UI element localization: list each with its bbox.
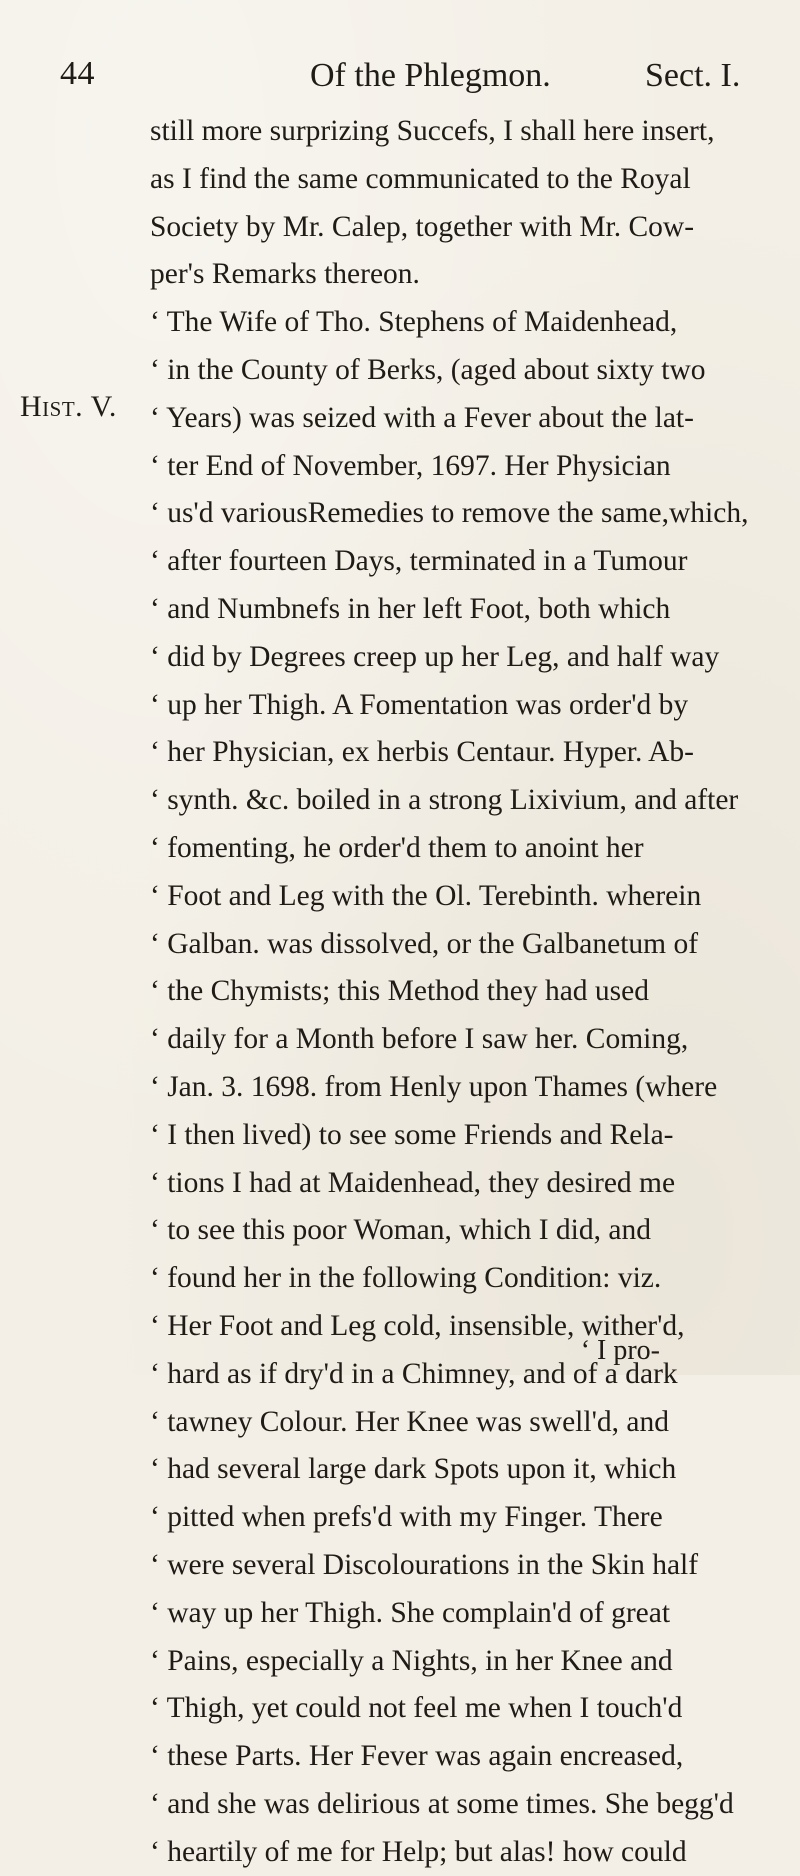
page-number: 44 bbox=[60, 55, 95, 92]
section-label: Sect. I. bbox=[645, 57, 741, 94]
page-header bbox=[0, 55, 800, 115]
text-line: ‘ daily for a Month before I saw her. Coming, bbox=[150, 1023, 689, 1056]
text-line: ‘ had several large dark Spots upon it, which bbox=[150, 1453, 677, 1486]
text-line: ‘ way up her Thigh. She complain'd of great bbox=[150, 1596, 671, 1629]
text-line: ‘ were several Discolourations in the Skin half bbox=[150, 1548, 699, 1581]
text-line: ‘ hard as if dry'd in a Chimney, and of a dark bbox=[150, 1357, 678, 1390]
text-line: ‘ found her in the following Condition: viz. bbox=[150, 1262, 662, 1295]
text-line: ‘ pitted when prefs'd with my Finger. There bbox=[150, 1501, 663, 1534]
running-title: Of the Phlegmon. bbox=[310, 57, 551, 94]
body-text bbox=[150, 108, 760, 1876]
text-line: ‘ did by Degrees creep up her Leg, and half way bbox=[150, 640, 720, 673]
text-line: ‘ Jan. 3. 1698. from Henly upon Thames (where bbox=[150, 1070, 718, 1103]
text-line: ‘ fomenting, he order'd them to anoint her bbox=[150, 831, 644, 864]
text-line: ‘ her Physician, ex herbis Centaur. Hyper. Ab- bbox=[150, 736, 694, 769]
text-line: ‘ after fourteen Days, terminated in a Tumour bbox=[150, 545, 688, 578]
text-line: ‘ synth. &c. boiled in a strong Lixivium, and after bbox=[150, 784, 739, 817]
text-line: ‘ Thigh, yet could not feel me when I touch'd bbox=[150, 1692, 683, 1725]
text-line: ‘ and she was delirious at some times. She begg'd bbox=[150, 1787, 734, 1820]
text-line: ‘ ter End of November, 1697. Her Physician bbox=[150, 449, 671, 482]
catchword: ‘ I pro- bbox=[580, 1335, 660, 1366]
text-line: ‘ I then lived) to see some Friends and Rela- bbox=[150, 1118, 674, 1151]
text-line: ‘ Foot and Leg with the Ol. Terebinth. wherein bbox=[150, 879, 702, 912]
margin-note: Hist. V. bbox=[20, 390, 117, 423]
text-line: per's Remarks thereon. bbox=[150, 258, 420, 291]
text-line: ‘ tions I had at Maidenhead, they desired me bbox=[150, 1166, 676, 1199]
text-line: ‘ Galban. was dissolved, or the Galbanetum of bbox=[150, 927, 699, 960]
text-line: ‘ up her Thigh. A Fomentation was order'd by bbox=[150, 688, 689, 721]
text-line: ‘ The Wife of Tho. Stephens of Maidenhead, bbox=[150, 306, 678, 339]
text-line: ‘ Pains, especially a Nights, in her Knee and bbox=[150, 1644, 673, 1677]
text-line: as I find the same communicated to the Royal bbox=[150, 162, 691, 195]
text-line: ‘ us'd variousRemedies to remove the same,which, bbox=[150, 497, 749, 530]
text-line: ‘ heartily of me for Help; but alas! how could bbox=[150, 1835, 687, 1868]
text-line: ‘ in the County of Berks, (aged about sixty two bbox=[150, 353, 706, 386]
text-line: still more surprizing Succefs, I shall here insert, bbox=[150, 115, 715, 147]
text-line: ‘ to see this poor Woman, which I did, and bbox=[150, 1214, 651, 1247]
text-line: ‘ tawney Colour. Her Knee was swell'd, and bbox=[150, 1405, 669, 1438]
text-line: ‘ and Numbnefs in her left Foot, both which bbox=[150, 592, 671, 625]
text-line: ‘ Her Foot and Leg cold, insensible, wither'd, bbox=[150, 1309, 685, 1342]
text-line: ‘ Years) was seized with a Fever about the lat- bbox=[150, 401, 694, 434]
text-line: ‘ these Parts. Her Fever was again encreased, bbox=[150, 1740, 684, 1773]
text-line: ‘ the Chymists; this Method they had used bbox=[150, 975, 650, 1008]
text-line: Society by Mr. Calep, together with Mr. Cow- bbox=[150, 210, 695, 243]
